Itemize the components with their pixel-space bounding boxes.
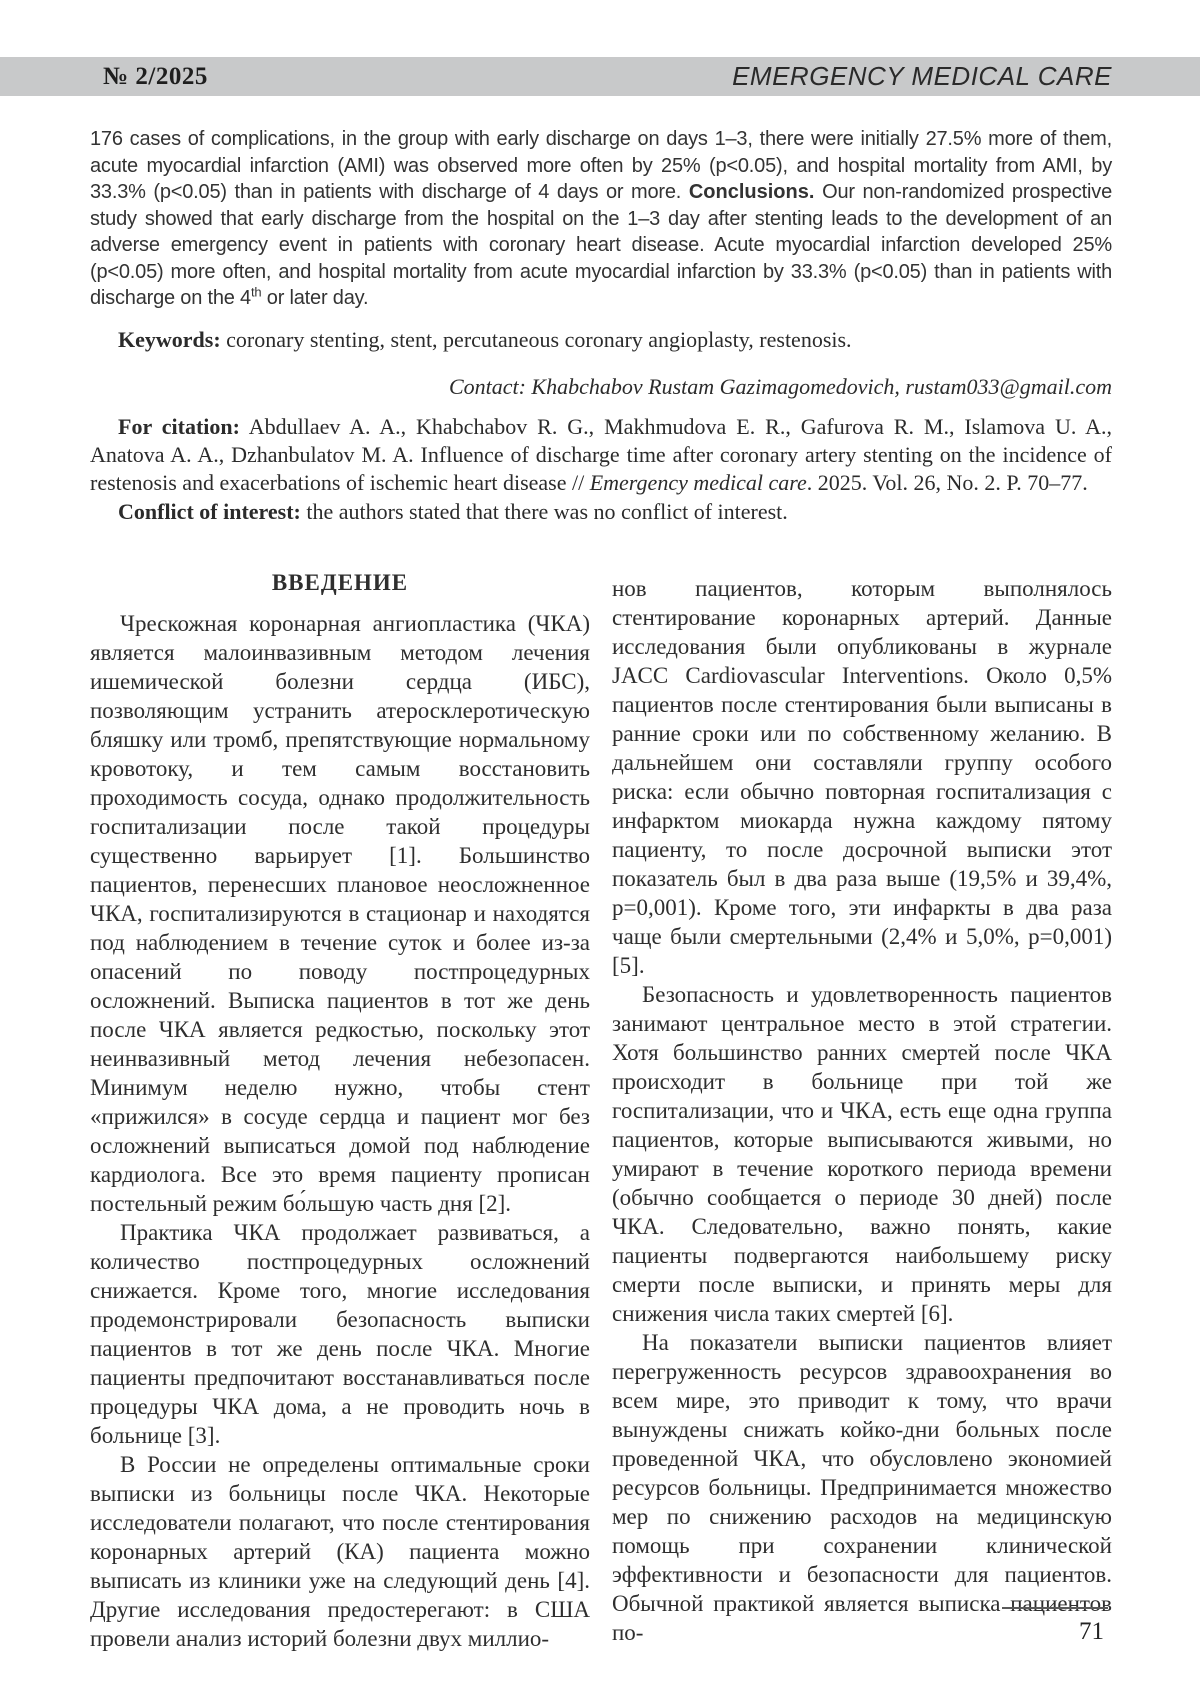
page-header-band <box>0 57 1200 96</box>
keywords-label: Keywords: <box>118 326 221 352</box>
citation-authors-text: Abdullaev A. A., Khabchabov R. G., Makhmudova E. R., Gafurova R. M., Islamova U. A., Anatova A. A., Dzhanbulatov M. A. Influence of discharge time after coronary artery stenting on the incidence of restenosis and exacerbations of ischemic heart disease // <box>90 413 1113 495</box>
paragraph: Безопасность и удовлетворенность пациентов занимают центральное место в этой стратегии. Хотя большинство ранних смертей после ЧКА происходит в больнице при той же госпитализации, что и ЧКА, есть еще одна группа пациентов, которые выписываются живыми, но умирают в течение короткого периода времени (обычно сообщается о периоде 30 дней) после ЧКА. Следовательно, важно понять, какие пациенты подвергаются наибольшему риску смерти после выписки, и принять меры для снижения числа таких смертей [6]. <box>612 981 1112 1326</box>
citation-label: For citation: <box>118 413 240 439</box>
citation-paragraph <box>90 413 1112 497</box>
keywords-text: coronary stenting, stent, percutaneous coronary angioplasty, restenosis. <box>220 326 852 352</box>
citation-tail-text: . 2025. Vol. 26, No. 2. P. 70–77. <box>806 469 1088 495</box>
page-content <box>90 126 1112 1653</box>
page-number: 71 <box>1079 1618 1104 1645</box>
paragraph: Чрескожная коронарная ангиопластика (ЧКА) является малоинвазивным методом лечения ишемической болезни сердца (ИБС), позволяющим устранить атеросклеротическую бляшку или тромб, препятствующие нормальному кровотоку, и тем самым восстановить проходимость сосуда, однако продолжительность госпитализации после такой процедуры существенно варьирует [1]. Большинство пациентов, перенесших плановое неосложненное ЧКА, госпитализируются в стационар и находятся под наблюдением в течение суток и более из-за опасений по поводу постпроцедурных осложнений. Выписка пациентов в тот же день после ЧКА является редкостью, поскольку этот неинвазивный метод лечения небезопасен. Минимум неделю нужно, чтобы стент «прижился» в сосуде сердца и пациент мог без осложнений выписаться домой под наблюдение кардиолога. Все это время пациенту прописан постельный режим бо́льшую часть дня [2]. <box>90 610 590 1216</box>
paragraph: Практика ЧКА продолжает развиваться, а количество постпроцедурных осложнений снижается. Кроме того, многие исследования продемонстрировали безопасность выписки пациентов в тот же день после ЧКА. Многие пациенты предпочитают восстанавливаться после процедуры ЧКА дома, а не проводить ночь в больнице [3]. <box>90 1219 590 1448</box>
left-column <box>90 568 590 1653</box>
introduction-heading: ВВЕДЕНИЕ <box>271 569 409 595</box>
abstract-text-before: 176 cases of complications, in the group with early discharge on days 1–3, there were initially 27.5% more of them, acute myocardial infarction (AMI) was observed more often by 25% (p<0.05), and hospital mortality from AMI, by 33.3% (p<0.05) than in patients with discharge of 4 days or more. <box>90 128 1112 203</box>
introduction-section <box>90 568 1112 1653</box>
abstract-paragraph <box>90 126 1112 312</box>
paragraph: На показатели выписки пациентов влияет перегруженность ресурсов здравоохранения во всем мире, это приводит к тому, что врачи вынуждены снижать койко-дни больных после проведенной ЧКА, что обусловлено экономией ресурсов больницы. Предпринимается множество мер по снижению расходов на медицинскую помощь при сохранении клинической эффективности и безопасности для пациентов. Обычной практикой является выписка пациентов по- <box>612 1329 1112 1645</box>
conflict-label: Conflict of interest: <box>118 498 301 524</box>
paragraph: В России не определены оптимальные сроки выписки из больницы после ЧКА. Некоторые исследователи полагают, что после стентирования коронарных артерий (КА) пациента можно выписать из клиники уже на следующий день [4]. Другие исследования предостерегают: в США провели анализ историй болезни двух миллио- <box>90 1451 590 1651</box>
conflict-text: the authors stated that there was no conflict of interest. <box>300 498 788 524</box>
ordinal-suffix: th <box>250 284 262 300</box>
issue-number: № 2/2025 <box>103 62 208 90</box>
citation-journal-italic: Emergency medical care <box>589 469 807 495</box>
contact-line: Contact: Khabchabov Rustam Gazimagomedovich, rustam033@gmail.com <box>448 373 1112 399</box>
journal-name: EMERGENCY MEDICAL CARE <box>732 61 1112 91</box>
conclusions-label: Conclusions. <box>688 181 815 203</box>
abstract-text-after: Our non-randomized prospective study showed that early discharge from the hospital on the 1–3 day after stenting leads to the development of an adverse emergency event in patients with coronary heart disease. Acute myocardial infarction developed 25% (p<0.05) more often, and hospital mortality from acute myocardial infarction by 33.3% (p<0.05) than in patients with discharge on the 4 <box>90 181 1112 309</box>
keywords-line <box>90 326 1112 354</box>
conflict-of-interest-line <box>90 497 1112 526</box>
right-column <box>612 574 1112 1653</box>
abstract-text-end: or later day. <box>261 287 369 309</box>
paragraph-continuation: нов пациентов, которым выполнялось стентирование коронарных артерий. Данные исследования были опубликованы в журнале JACC Cardiovascular Interventions. Около 0,5% пациентов после стентирования были выписаны в ранние сроки или по собственному желанию. В дальнейшем они составляли группу особого риска: если обычно повторная госпитализация с инфарктом миокарда нужна каждому пятому пациенту, то после досрочной выписки этот показатель был в два раза выше (19,5% и 39,4%, р=0,001). Кроме того, эти инфаркты в два раза чаще были смертельными (2,4% и 5,0%, р=0,001) [5]. <box>612 575 1112 978</box>
footer-rule <box>1002 1607 1108 1609</box>
